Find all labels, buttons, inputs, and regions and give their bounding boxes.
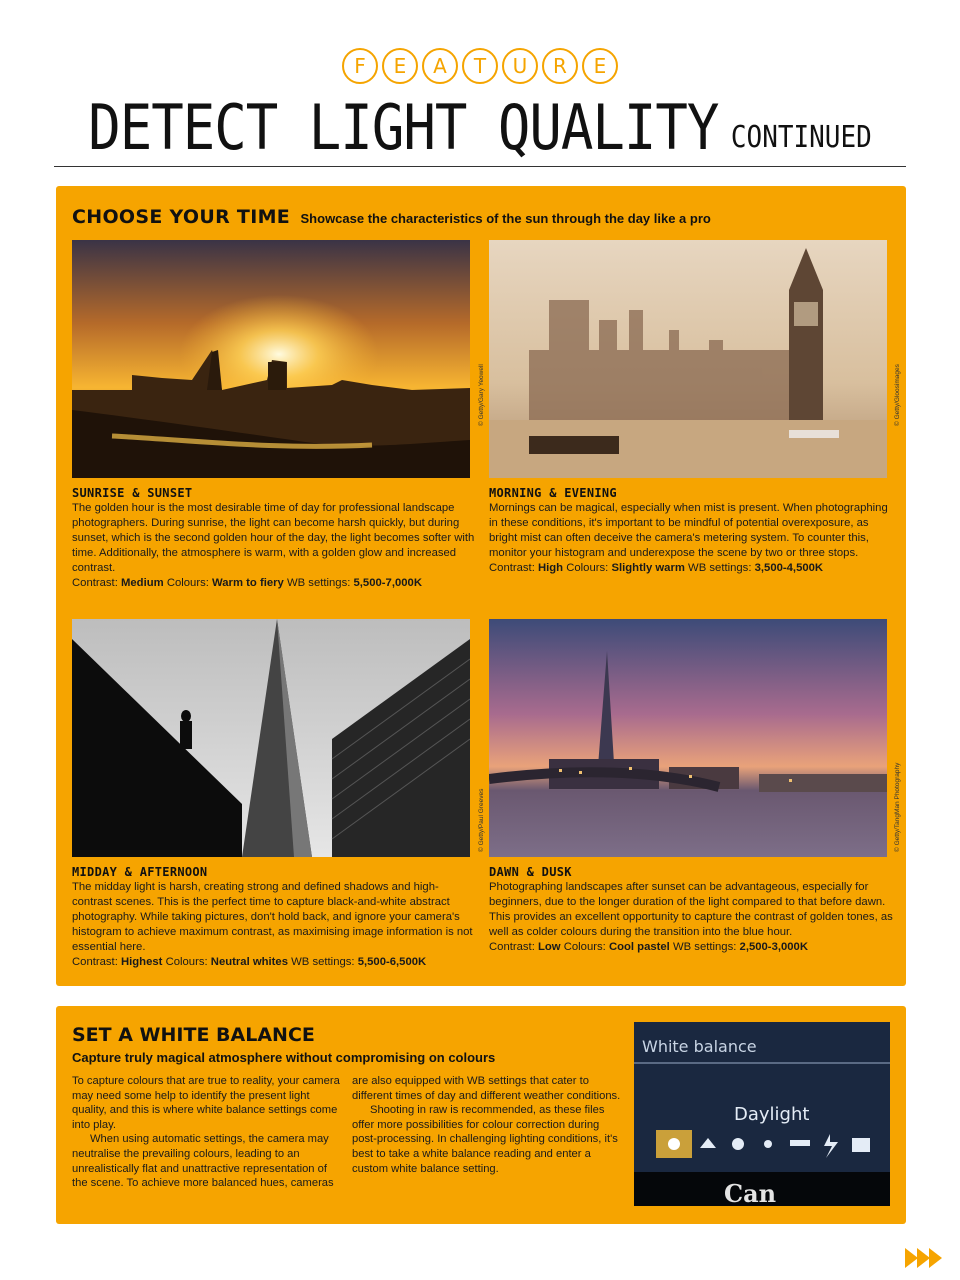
title-continued: CONTINUED	[730, 120, 872, 156]
wb-value: 2,500-3,000K	[739, 941, 808, 953]
card-title: DAWN & DUSK	[489, 865, 572, 879]
colours-label: Colours:	[166, 577, 209, 589]
photo-credit: © Getty/Gloosimages	[894, 364, 901, 426]
card-title: MIDDAY & AFTERNOON	[72, 865, 208, 879]
colours-label: Colours:	[165, 956, 208, 968]
kicker-letter: U	[502, 48, 538, 84]
colours-value: Slightly warm	[611, 562, 685, 574]
paragraph: To capture colours that are true to reality, your camera may need some help to identify the present light quality, and this is where white balance settings come into play.	[72, 1075, 340, 1131]
cloudy-icon	[732, 1138, 744, 1150]
custom-wb-icon	[852, 1138, 870, 1152]
colours-value: Neutral whites	[210, 956, 288, 968]
dusk-photo	[489, 619, 887, 857]
wb-value: 5,500-7,000K	[353, 577, 422, 589]
card-specs	[72, 576, 477, 591]
contrast-label: Contrast:	[489, 941, 535, 953]
card-title: MORNING & EVENING	[489, 486, 617, 500]
paragraph: are also equipped with WB settings that cater to different times of day and different weather conditions.	[352, 1075, 621, 1102]
section-subtitle: Showcase the characteristics of the sun through the day like a pro	[300, 211, 711, 226]
title-main: DETECT LIGHT QUALITY	[88, 91, 719, 164]
fluorescent-icon	[790, 1140, 810, 1146]
photo-credit: © Getty/Gary Yeowell	[478, 364, 485, 426]
screen-mode: Daylight	[734, 1104, 810, 1125]
body-column-2	[352, 1074, 624, 1176]
section-heading	[72, 1024, 495, 1065]
contrast-value: High	[537, 562, 564, 574]
kicker-letter: E	[382, 48, 418, 84]
paragraph: Shooting in raw is recommended, as these files offer more possibilities for colour correction during post-processing. In challenging lighting conditions, it's best to take a white balance reading and enter a custom white balance setting.	[352, 1104, 618, 1175]
card-text: The midday light is harsh, creating strong and defined shadows and high-contrast scenes. This is the perfect time to capture black-and-white abstract photography. While taking pictures, don't hold back, and ignore your camera's histogram to achieve maximum contrast, as maximising image information is not essential here.	[72, 881, 473, 953]
colours-label: Colours:	[566, 562, 609, 574]
photo-credit: © Getty/TangMan Photography	[894, 762, 901, 852]
card-specs	[489, 561, 894, 576]
wb-label: WB settings:	[286, 577, 351, 589]
camera-screen-photo	[634, 1022, 890, 1206]
card-text: The golden hour is the most desirable time of day for professional landscape photographers. During sunrise, the light can become harsh quickly, but during sunset, which is the second golden hour of the day, the light becomes softer with time. Additionally, the atmosphere is warm, with a golden glow and increased contrast.	[72, 502, 475, 574]
mist-photo	[489, 240, 887, 478]
section-title: SET A WHITE BALANCE	[72, 1024, 315, 1046]
midday-photo	[72, 619, 470, 857]
choose-your-time-panel	[56, 186, 906, 986]
card-specs	[489, 940, 894, 955]
sunrise-sunset-caption	[72, 486, 477, 591]
colours-value: Cool pastel	[608, 941, 670, 953]
wb-value: 3,500-4,500K	[754, 562, 824, 574]
kicker-letter: R	[542, 48, 578, 84]
section-subtitle: Capture truly magical atmosphere without compromising on colours	[72, 1050, 496, 1065]
colours-value: Warm to fiery	[212, 577, 284, 589]
contrast-value: Highest	[120, 956, 163, 968]
contrast-value: Medium	[120, 577, 164, 589]
section-heading	[72, 206, 711, 228]
white-balance-panel	[56, 1006, 906, 1224]
contrast-label: Contrast:	[72, 956, 118, 968]
photo-credit: © Getty/Paul Greeves	[478, 788, 485, 852]
card-text: Mornings can be magical, especially when mist is present. When photographing in these conditions, it's important to be mindful of potential overexposure, as bright mist can often deceive the camera's metering system. To counter this, monitor your histogram and underexpose the scene by two or three stops.	[489, 502, 888, 559]
wb-label: WB settings:	[291, 956, 355, 968]
contrast-value: Low	[537, 941, 561, 953]
wb-label: WB settings:	[688, 562, 752, 574]
daylight-icon	[668, 1138, 680, 1150]
kicker-letter: E	[582, 48, 618, 84]
kicker-letter: A	[422, 48, 458, 84]
sunset-photo	[72, 240, 470, 478]
feature-kicker	[0, 48, 960, 84]
section-title: CHOOSE YOUR TIME	[72, 206, 291, 228]
body-column-1	[72, 1074, 344, 1191]
kicker-letter: F	[342, 48, 378, 84]
card-specs	[72, 955, 477, 970]
arrow-icon	[929, 1248, 942, 1268]
dawn-dusk-caption	[489, 865, 894, 955]
paragraph: When using automatic settings, the camera may neutralise the prevailing colours, leading to an unrealistically flat and unattractive representation of the scene. To achieve more balanced hues, cameras	[72, 1133, 334, 1190]
kicker-letter: T	[462, 48, 498, 84]
midday-afternoon-caption	[72, 865, 477, 970]
tungsten-icon	[764, 1140, 772, 1148]
header-rule	[54, 166, 906, 167]
morning-evening-caption	[489, 486, 894, 576]
next-page-arrows-icon	[906, 1248, 942, 1268]
wb-label: WB settings:	[672, 941, 737, 953]
page-title	[0, 91, 960, 164]
screen-title: White balance	[642, 1037, 757, 1056]
wb-value: 5,500-6,500K	[357, 956, 427, 968]
camera-brand: Can	[724, 1179, 777, 1206]
contrast-label: Contrast:	[489, 562, 535, 574]
colours-label: Colours:	[563, 941, 606, 953]
card-title: SUNRISE & SUNSET	[72, 486, 193, 500]
card-text: Photographing landscapes after sunset can be advantageous, especially for beginners, due to the longer duration of the light compared to that before dawn. This provides an excellent opportunity to capture the contrast of golden tones, as well as colder colours during the transition into the blue hour.	[489, 881, 893, 938]
contrast-label: Contrast:	[72, 577, 118, 589]
